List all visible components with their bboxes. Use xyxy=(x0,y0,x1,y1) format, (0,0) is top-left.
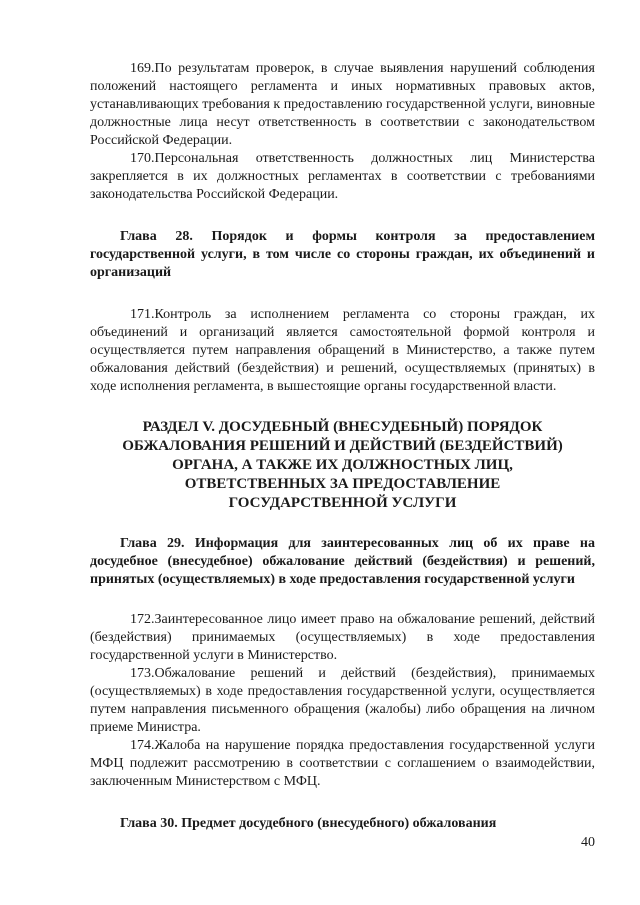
chapter-28-heading: Глава 28. Порядок и формы контроля за предоставлением государственной услуги, в том числе со стороны граждан, их объединений и организаций xyxy=(90,229,595,280)
document-page xyxy=(90,60,595,833)
paragraph-171: 171.Контроль за исполнением регламента со стороны граждан, их объединений и организаций является самостоятельной формой контроля и осуществляется путем направления обращений в Министерство, а также путем обжалования действий (бездействия) и решений, осуществляемых (принятых) в ходе исполнения регламента, в вышестоящие органы государственной власти. xyxy=(90,307,595,394)
paragraph-173: 173.Обжалование решений и действий (бездействия), принимаемых (осуществляемых) в ходе предоставления государственной услуги, осуществляется путем направления письменного обращения (жалобы) либо обращения на личном приеме Министра. xyxy=(90,666,595,735)
page-number: 40 xyxy=(581,835,595,850)
paragraph-170: 170.Персональная ответственность должностных лиц Министерства закрепляется в их должностных регламентах в соответствии с требованиями законодательства Российской Федерации. xyxy=(90,151,595,202)
paragraph-169: 169.По результатам проверок, в случае выявления нарушений соблюдения положений настоящего регламента и иных нормативных правовых актов, устанавливающих требования к предоставлению государственной услуги, виновные должностные лица несут ответственность в соответствии с законодательством Российской Федерации. xyxy=(90,61,595,148)
paragraph-174: 174.Жалоба на нарушение порядка предоставления государственной услуги МФЦ подлежит рассмотрению в соответствии с соглашением о взаимодействии, заключенным Министерством с МФЦ. xyxy=(90,738,595,789)
paragraph-172: 172.Заинтересованное лицо имеет право на обжалование решений, действий (бездействия) принимаемых (осуществляемых) в ходе предоставления государственной услуги в Министерство. xyxy=(90,612,595,663)
section-5-title: РАЗДЕЛ V. ДОСУДЕБНЫЙ (ВНЕСУДЕБНЫЙ) ПОРЯДОК ОБЖАЛОВАНИЯ РЕШЕНИЙ И ДЕЙСТВИЙ (БЕЗДЕЙСТВИЙ) ОРГАНА, А ТАКЖЕ ИХ ДОЛЖНОСТНЫХ ЛИЦ, ОТВЕТСТВЕННЫХ ЗА ПРЕДОСТАВЛЕНИЕ ГОСУДАРСТВЕННОЙ УСЛУГИ xyxy=(122,419,563,511)
chapter-30-heading: Глава 30. Предмет досудебного (внесудебного) обжалования xyxy=(120,816,497,831)
chapter-29-heading: Глава 29. Информация для заинтересованных лиц об их праве на досудебное (внесудебное) обжалование действий (бездействия) и решений, принятых (осуществляемых) в ходе предоставления государственной услуги xyxy=(90,536,595,587)
